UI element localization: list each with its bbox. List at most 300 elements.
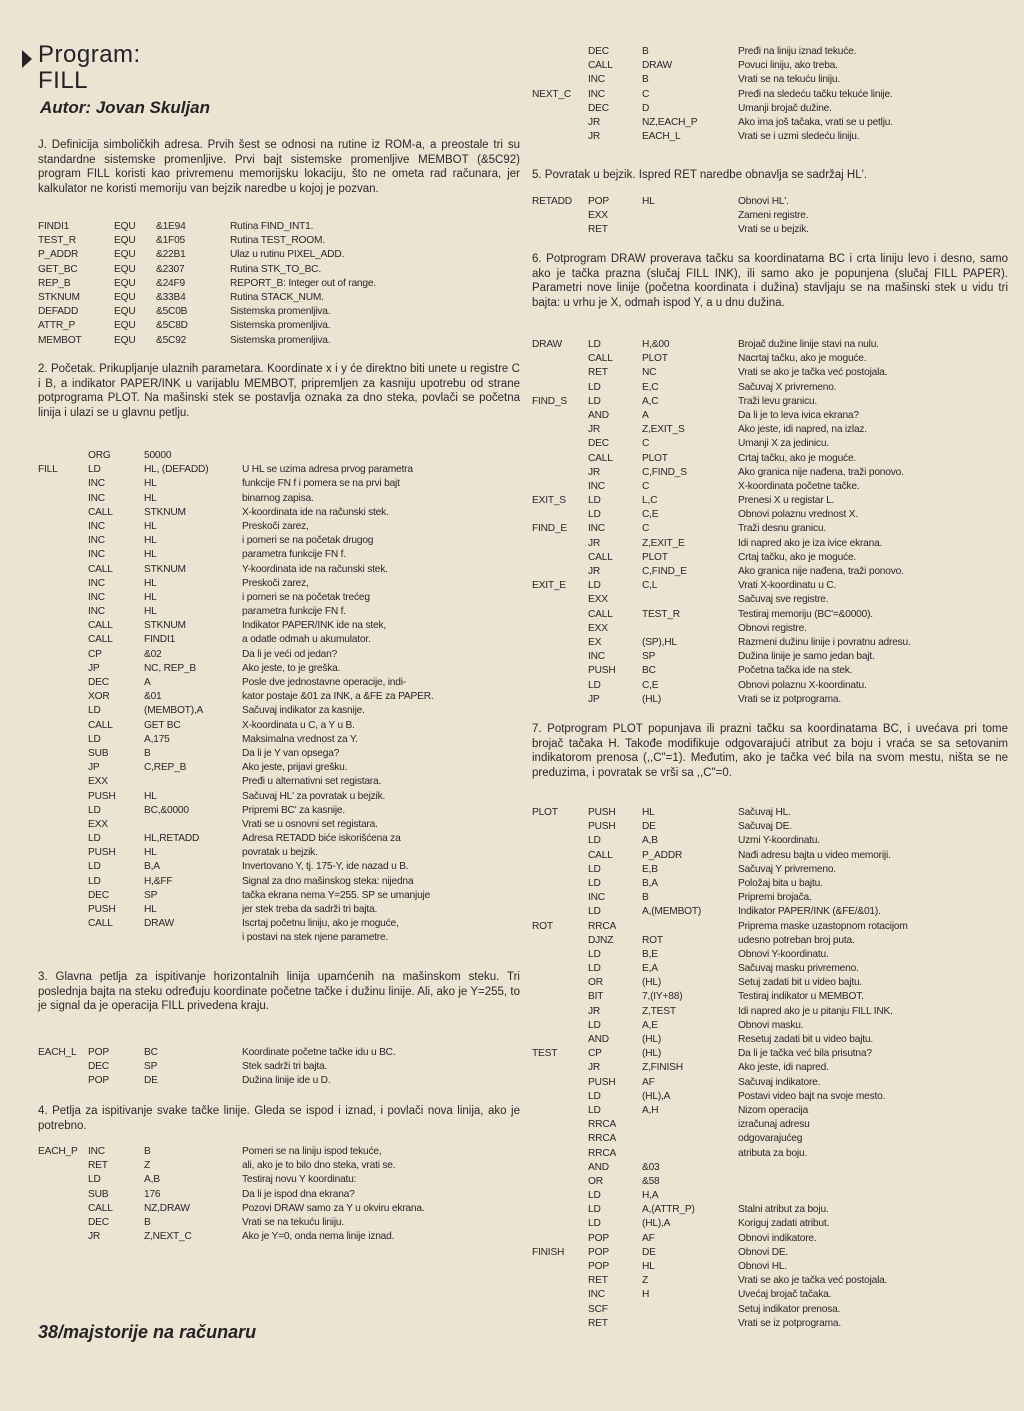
code-line — [38, 605, 520, 619]
code-operand: C,E — [642, 679, 659, 691]
code-opcode: INC — [88, 1146, 105, 1157]
code-operand: &22B1 — [156, 249, 186, 261]
code-operand: C — [642, 480, 650, 492]
code-comment: Ako jeste, prijavi grešku. — [242, 762, 348, 774]
code-line — [38, 662, 520, 676]
code-opcode: EXX — [588, 594, 608, 606]
section-5-text: 5. Povratak u bejzik. Ispred RET naredbe obnavlja se sadržaj HL'. — [532, 169, 868, 181]
code-line — [532, 423, 1008, 437]
code-line — [532, 452, 1008, 466]
code-operand: STKNUM — [144, 506, 186, 518]
code-line — [38, 492, 520, 506]
code-operand: HL,RETADD — [144, 833, 200, 845]
code-label: STKNUM — [38, 291, 80, 303]
code-opcode: DEC — [88, 677, 109, 688]
code-operand: HL — [144, 535, 157, 547]
code-line — [532, 366, 1008, 380]
code-comment: binarnog zapisa. — [242, 492, 314, 504]
code-operand: DE — [144, 1075, 158, 1087]
code-line — [532, 395, 1008, 409]
code-opcode: SUB — [88, 1188, 109, 1200]
code-line — [532, 679, 1008, 693]
code-opcode: INC — [88, 478, 105, 490]
code-operand: 50000 — [144, 450, 172, 461]
code-operand: &58 — [642, 1175, 660, 1187]
code-line — [532, 1033, 1008, 1047]
code-comment: Umanji X za jedinicu. — [738, 438, 829, 450]
code-comment: Posle dve jednostavne operacije, indi- — [242, 677, 406, 688]
code-operand: A,(ATTR_P) — [642, 1204, 695, 1216]
code-operand: A — [144, 677, 151, 688]
code-line — [532, 664, 1008, 678]
code-opcode: CALL — [88, 634, 113, 646]
code-comment: Da li je tačka već bila prisutna? — [738, 1048, 872, 1060]
code-line — [532, 693, 1008, 707]
code-comment: Prenesi X u registar L. — [738, 495, 835, 507]
listing-draw — [532, 338, 1008, 707]
code-opcode: DEC — [588, 438, 609, 450]
code-opcode: LD — [588, 580, 601, 592]
code-line — [532, 437, 1008, 451]
code-opcode: PUSH — [88, 904, 116, 915]
code-line — [38, 931, 520, 945]
code-operand: NZ,EACH_P — [642, 116, 698, 128]
code-opcode: PUSH — [88, 790, 116, 802]
code-line — [532, 508, 1008, 522]
code-label: FIND_E — [532, 523, 568, 535]
code-line — [38, 1159, 520, 1173]
code-operand: B,A — [144, 861, 160, 873]
code-opcode: POP — [588, 1261, 609, 1272]
code-label: P_ADDR — [38, 249, 79, 261]
code-comment: Obnovi polaznu X-koordinatu. — [738, 679, 867, 691]
code-line — [532, 891, 1008, 905]
code-comment: Vrati se na tekuću liniju. — [242, 1216, 345, 1228]
code-comment: funkcije FN f i pomera se na prvi bajt — [242, 478, 400, 490]
code-comment: i pomeri se na početak drugog — [242, 535, 374, 547]
code-line — [532, 522, 1008, 536]
code-operand: A — [642, 409, 649, 421]
code-opcode: JR — [588, 116, 601, 128]
code-operand: BC — [144, 1047, 158, 1058]
code-comment: a odatle odmah u akumulator. — [242, 634, 371, 646]
code-line — [532, 1246, 1008, 1260]
code-line — [532, 73, 1008, 87]
code-line — [532, 466, 1008, 480]
code-line — [532, 1288, 1008, 1302]
code-opcode: CALL — [588, 60, 613, 72]
code-line — [532, 480, 1008, 494]
code-line — [532, 102, 1008, 116]
code-opcode: LD — [588, 1090, 601, 1102]
code-comment: Da li je veći od jedan? — [242, 648, 338, 660]
code-comment: Pomeri se na liniju ispod tekuće, — [242, 1146, 382, 1157]
code-line — [532, 1047, 1008, 1061]
code-comment: Umanji brojač dužine. — [738, 102, 832, 114]
code-opcode: INC — [588, 892, 605, 904]
code-operand: (HL) — [642, 1034, 662, 1045]
code-comment: Sačuvaj X privremeno. — [738, 381, 837, 393]
code-comment: Brojač dužine linije stavi na nulu. — [738, 339, 879, 350]
code-label: DEFADD — [38, 306, 79, 318]
code-label: FILL — [38, 464, 58, 476]
code-opcode: EQU — [114, 306, 136, 318]
code-operand: Z — [642, 1275, 649, 1287]
code-line — [38, 818, 520, 832]
code-line — [38, 534, 520, 548]
code-opcode: JR — [588, 1062, 601, 1074]
code-operand: A,B — [642, 835, 658, 847]
code-opcode: LD — [588, 835, 601, 847]
code-comment: Položaj bita u bajtu. — [738, 877, 823, 889]
code-line — [532, 1076, 1008, 1090]
code-label: MEMBOT — [38, 334, 82, 346]
code-operand: L,C — [642, 495, 658, 507]
code-operand: &03 — [642, 1161, 660, 1173]
code-line — [532, 806, 1008, 820]
code-opcode: SCF — [588, 1303, 608, 1315]
code-operand: PLOT — [642, 551, 668, 563]
code-opcode: EQU — [114, 320, 136, 332]
listing-each-p — [38, 1145, 520, 1244]
code-label: GET_BC — [38, 263, 78, 275]
code-comment: Obnovi DE. — [738, 1246, 789, 1258]
code-comment: Postavi video bajt na svoje mesto. — [738, 1090, 886, 1102]
code-label: EXIT_S — [532, 495, 566, 507]
code-opcode: CALL — [88, 918, 113, 930]
code-opcode: LD — [88, 833, 101, 845]
code-line — [38, 577, 520, 591]
code-opcode: PUSH — [588, 807, 616, 818]
code-opcode: CP — [88, 648, 102, 660]
code-opcode: LD — [588, 1218, 601, 1230]
code-operand: Z,EXIT_S — [642, 424, 685, 436]
code-operand: B — [642, 74, 649, 86]
code-line — [532, 1189, 1008, 1203]
code-comment: Sistemska promenljiva. — [230, 306, 331, 318]
code-line — [38, 220, 520, 234]
title-line-1: Program: — [38, 41, 141, 68]
code-opcode: CALL — [588, 608, 613, 620]
code-line — [532, 1303, 1008, 1317]
code-comment: Pripremi BC' za kasnije. — [242, 804, 346, 816]
code-comment: Testiraj novu Y koordinatu: — [242, 1174, 357, 1186]
code-line — [532, 948, 1008, 962]
code-comment: Sačuvaj indikator za kasnije. — [242, 705, 365, 717]
code-line — [38, 1074, 520, 1088]
code-opcode: EXX — [88, 818, 108, 830]
code-opcode: JR — [588, 466, 601, 478]
code-opcode: XOR — [88, 691, 110, 703]
author: Autor: Jovan Skuljan — [40, 98, 211, 117]
code-line — [532, 116, 1008, 130]
code-comment: parametra funkcije FN f. — [242, 549, 346, 561]
code-line — [38, 548, 520, 562]
code-comment: atributa za boju. — [738, 1147, 808, 1159]
code-line — [38, 775, 520, 789]
code-label: DRAW — [532, 339, 562, 350]
code-operand: C — [642, 438, 650, 450]
code-operand: BC — [642, 665, 656, 677]
code-line — [38, 563, 520, 577]
code-line — [38, 1173, 520, 1187]
code-line — [38, 506, 520, 520]
code-line — [38, 875, 520, 889]
code-line — [38, 1230, 520, 1244]
code-opcode: EXX — [88, 776, 108, 788]
code-opcode: LD — [588, 381, 601, 393]
code-operand: HL, (DEFADD) — [144, 464, 209, 476]
code-operand: &1E94 — [156, 221, 186, 232]
code-operand: HL — [144, 549, 157, 561]
code-line — [532, 1203, 1008, 1217]
code-line — [38, 761, 520, 775]
code-comment: Da li je ispod dna ekrana? — [242, 1188, 355, 1200]
code-line — [38, 234, 520, 248]
code-line — [532, 593, 1008, 607]
code-line — [532, 1005, 1008, 1019]
code-operand: Z,EXIT_E — [642, 537, 685, 549]
code-operand: (HL),A — [642, 1090, 671, 1102]
code-opcode: INC — [588, 480, 605, 492]
code-operand: D — [642, 102, 650, 114]
code-comment: ali, ako je to bilo dno steka, vrati se. — [242, 1160, 396, 1172]
code-operand: (HL),A — [642, 1218, 671, 1230]
code-label: EACH_P — [38, 1146, 78, 1157]
code-operand: Z,NEXT_C — [144, 1231, 192, 1243]
code-operand: C,FIND_E — [642, 566, 687, 577]
code-label: REP_B — [38, 277, 71, 289]
code-comment: Rutina FIND_INT1. — [230, 221, 314, 232]
code-operand: Z,TEST — [642, 1005, 676, 1017]
code-operand: (HL) — [642, 1048, 662, 1060]
code-operand: GET BC — [144, 719, 181, 731]
code-line — [532, 905, 1008, 919]
code-operand: &2307 — [156, 263, 185, 275]
code-line — [38, 903, 520, 917]
code-opcode: LD — [588, 963, 601, 975]
code-line — [532, 1104, 1008, 1118]
code-operand: &1F05 — [156, 235, 186, 247]
code-comment: Nađi adresu bajta u video memoriji. — [738, 849, 891, 861]
code-opcode: LD — [588, 495, 601, 507]
code-opcode: RET — [588, 1275, 608, 1287]
code-line — [532, 1274, 1008, 1288]
code-line — [532, 608, 1008, 622]
code-comment: Obnovi polaznu vrednost X. — [738, 509, 858, 521]
code-operand: DE — [642, 821, 656, 833]
code-line — [38, 334, 520, 348]
code-comment: Y-koordinata ide na računski stek. — [242, 563, 388, 575]
code-opcode: LD — [88, 875, 101, 887]
code-opcode: EQU — [114, 291, 136, 303]
code-opcode: INC — [588, 88, 605, 100]
code-opcode: CALL — [588, 551, 613, 563]
code-operand: DRAW — [144, 918, 174, 930]
code-opcode: LD — [588, 1204, 601, 1216]
code-line — [38, 591, 520, 605]
code-comment: Uvećaj brojač tačaka. — [738, 1289, 832, 1301]
code-operand: E,A — [642, 963, 658, 975]
code-line — [532, 650, 1008, 664]
code-opcode: CALL — [588, 452, 613, 464]
code-opcode: INC — [88, 492, 105, 504]
code-line — [532, 1232, 1008, 1246]
code-operand: ROT — [642, 934, 663, 946]
code-comment: Obnovi Y-koordinatu. — [738, 948, 829, 960]
code-opcode: RET — [88, 1160, 108, 1172]
code-operand: (SP),HL — [642, 636, 677, 648]
code-operand: C,E — [642, 509, 659, 521]
code-comment: REPORT_B: Integer out of range. — [230, 277, 376, 289]
code-opcode: LD — [588, 339, 601, 350]
code-opcode: LD — [88, 861, 101, 873]
code-operand: A,175 — [144, 733, 170, 745]
code-line — [38, 832, 520, 846]
code-comment: Invertovano Y, tj. 175-Y, ide nazad u B. — [242, 861, 409, 873]
code-comment: Signal za dno mašinskog steka: nijedna — [242, 875, 414, 887]
code-opcode: RRCA — [588, 1119, 617, 1131]
code-operand: HL — [642, 807, 655, 818]
code-operand: HL — [144, 478, 157, 490]
code-line — [532, 537, 1008, 551]
code-operand: HL — [144, 790, 157, 802]
code-opcode: CALL — [88, 1202, 113, 1214]
code-operand: P_ADDR — [642, 849, 683, 861]
code-comment: Stek sadrži tri bajta. — [242, 1061, 328, 1073]
code-operand: PLOT — [642, 452, 668, 464]
code-operand: &5C92 — [156, 334, 187, 346]
code-comment: Rutina STACK_NUM. — [230, 291, 324, 303]
code-line — [532, 1132, 1008, 1146]
code-operand: SP — [642, 651, 656, 663]
code-opcode: JR — [588, 537, 601, 549]
code-comment: Vrati se ako je tačka već postojala. — [738, 367, 888, 379]
code-opcode: EQU — [114, 263, 136, 275]
code-comment: izračunaj adresu — [738, 1119, 810, 1131]
code-opcode: RRCA — [588, 1133, 617, 1145]
code-opcode: AND — [588, 409, 609, 421]
code-opcode: RRCA — [588, 1147, 617, 1159]
code-opcode: JP — [588, 693, 600, 705]
code-comment: Setuj zadati bit u video bajtu. — [738, 977, 863, 989]
code-operand: HL — [144, 520, 157, 532]
code-opcode: LD — [88, 1174, 101, 1186]
code-operand: &01 — [144, 691, 162, 703]
code-comment: parametra funkcije FN f. — [242, 606, 346, 618]
code-operand: HL — [144, 606, 157, 618]
code-comment: Vrati se ako je tačka već postojala. — [738, 1275, 888, 1287]
code-operand: &33B4 — [156, 291, 186, 303]
code-opcode: RRCA — [588, 920, 617, 932]
code-operand: C,FIND_S — [642, 466, 687, 478]
code-opcode: EQU — [114, 221, 136, 232]
code-label: EXIT_E — [532, 580, 566, 592]
code-opcode: EQU — [114, 235, 136, 247]
code-opcode: POP — [88, 1075, 109, 1087]
code-comment: Vrati se u bejzik. — [738, 224, 809, 236]
code-line — [532, 130, 1008, 144]
code-comment: Setuj indikator prenosa. — [738, 1303, 841, 1315]
code-opcode: EQU — [114, 277, 136, 289]
code-operand: C — [642, 523, 650, 535]
code-comment: Maksimalna vrednost za Y. — [242, 733, 358, 745]
code-operand: SP — [144, 1061, 158, 1073]
code-line — [38, 704, 520, 718]
code-operand: (HL) — [642, 977, 662, 989]
code-opcode: AND — [588, 1034, 609, 1045]
code-opcode: CALL — [88, 719, 113, 731]
code-comment: Sačuvaj DE. — [738, 821, 792, 833]
code-operand: FINDI1 — [144, 634, 176, 646]
code-operand: TEST_R — [642, 608, 680, 620]
code-operand: HL — [144, 492, 157, 504]
code-comment: Razmeni dužinu linije i povratnu adresu. — [738, 636, 911, 648]
listing-retadd — [532, 195, 1008, 238]
code-comment: Povuci liniju, ako treba. — [738, 60, 838, 72]
code-line — [38, 917, 520, 931]
code-operand: C,L — [642, 580, 658, 592]
code-comment: Obnovi registre. — [738, 622, 807, 634]
code-line — [532, 990, 1008, 1004]
code-line — [532, 877, 1008, 891]
code-opcode: PUSH — [588, 1076, 616, 1088]
section-4-text: 4. Petlja za ispitivanje svake tačke linije. Gleda se ispod i iznad, i povlači nova linija, ako je potrebno. — [38, 1105, 520, 1132]
code-operand: 176 — [144, 1188, 161, 1200]
code-line — [38, 305, 520, 319]
code-operand: HL — [144, 904, 157, 915]
code-comment: Pređi na liniju iznad tekuće. — [738, 46, 857, 57]
code-comment: Iscrtaj početnu liniju, ako je moguće, — [242, 918, 399, 930]
listing-each-l — [38, 1046, 520, 1089]
code-operand: B — [144, 747, 151, 759]
code-comment: Rutina STK_TO_BC. — [230, 263, 321, 275]
code-opcode: DEC — [88, 1216, 109, 1228]
code-comment: Traži desnu granicu. — [738, 523, 826, 535]
code-comment: Da li je Y van opsega? — [242, 747, 340, 759]
code-comment: Traži levu granicu. — [738, 395, 818, 407]
code-operand: A,H — [642, 1104, 659, 1116]
code-opcode: DEC — [588, 46, 609, 57]
code-operand: STKNUM — [144, 620, 186, 632]
code-line — [532, 1260, 1008, 1274]
code-comment: Sačuvaj Y privremeno. — [738, 863, 836, 875]
code-operand: (MEMBOT),A — [144, 705, 204, 717]
code-operand: NC, REP_B — [144, 662, 196, 674]
code-label: NEXT_C — [532, 88, 571, 100]
code-line — [532, 579, 1008, 593]
code-comment: Ako jeste, idi napred. — [738, 1062, 829, 1074]
code-line — [532, 45, 1008, 59]
code-opcode: LD — [588, 948, 601, 960]
code-comment: Sačuvaj HL. — [738, 807, 791, 818]
code-label: RETADD — [532, 196, 572, 207]
code-comment: tačka ekrana nema Y=255. SP se umanjuje — [242, 889, 431, 901]
code-line — [38, 648, 520, 662]
code-line — [532, 352, 1008, 366]
code-line — [38, 463, 520, 477]
code-line — [38, 619, 520, 633]
code-opcode: LD — [588, 1190, 601, 1202]
code-operand: BC,&0000 — [144, 804, 189, 816]
code-opcode: DEC — [88, 889, 109, 901]
code-opcode: DEC — [88, 1061, 109, 1073]
code-line — [38, 690, 520, 704]
code-line — [38, 860, 520, 874]
code-operand: NZ,DRAW — [144, 1202, 190, 1214]
code-line — [38, 790, 520, 804]
code-line — [532, 1175, 1008, 1189]
